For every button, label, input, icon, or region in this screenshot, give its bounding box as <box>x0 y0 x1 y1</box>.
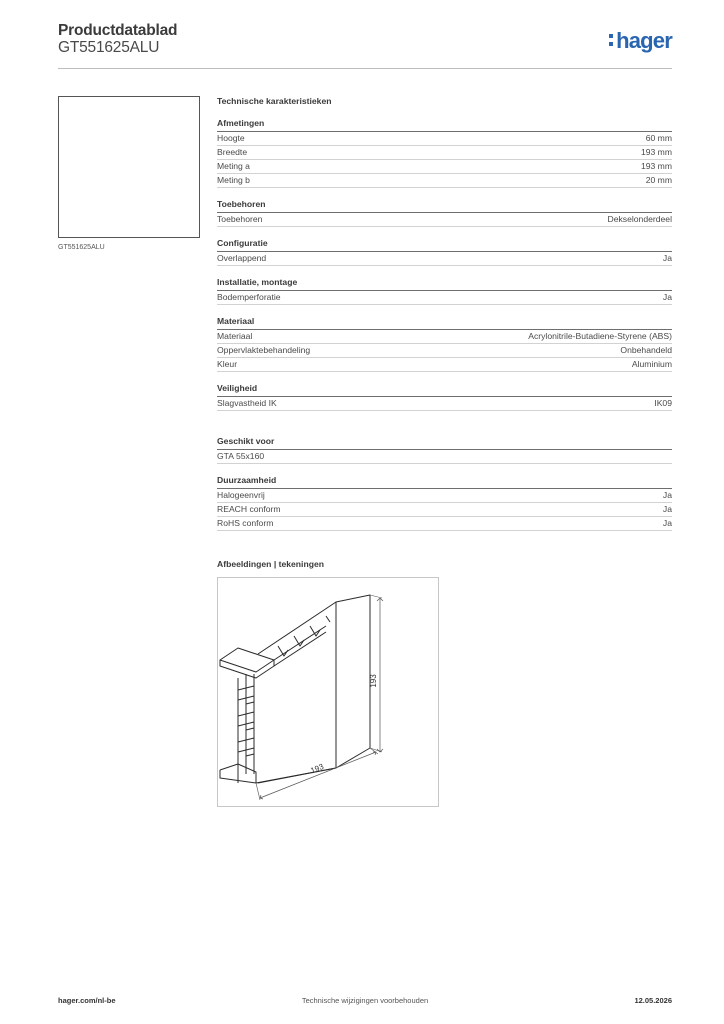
spec-row <box>217 291 672 305</box>
spec-group-title: Afmetingen <box>217 118 672 132</box>
spec-group-duurzaamheid <box>217 475 672 531</box>
spec-label: Breedte <box>217 147 248 157</box>
spec-label: Toebehoren <box>217 214 263 224</box>
footer-disclaimer: Technische wijzigingen voorbehouden <box>301 996 429 1005</box>
spec-row <box>217 330 672 344</box>
spec-label: Kleur <box>217 359 238 369</box>
product-image <box>58 96 200 238</box>
header-divider <box>58 68 672 69</box>
spec-row <box>217 503 672 517</box>
spec-group-title: Materiaal <box>217 316 672 330</box>
specifications-section <box>217 96 672 542</box>
spec-value: 193 mm <box>640 147 672 157</box>
dimension-width-label: 193 <box>309 762 325 776</box>
spec-row <box>217 489 672 503</box>
dimension-height-label: 193 <box>369 674 378 688</box>
spec-label: Meting a <box>217 161 250 171</box>
spec-group-title: Geschikt voor <box>217 436 672 450</box>
spec-value: Ja <box>662 490 672 500</box>
spec-value: Ja <box>662 504 672 514</box>
spec-row <box>217 160 672 174</box>
spec-row <box>217 358 672 372</box>
spec-value: 20 mm <box>645 175 672 185</box>
spec-value: Ja <box>662 292 672 302</box>
spec-label: GTA 55x160 <box>217 451 265 461</box>
spec-group-toebehoren <box>217 199 672 227</box>
spec-value: Ja <box>662 518 672 528</box>
spec-value: IK09 <box>654 398 672 408</box>
spec-group-materiaal <box>217 316 672 372</box>
technical-drawing <box>217 577 439 807</box>
spec-value: Dekselonderdeel <box>607 214 672 224</box>
footer-date: 12.05.2026 <box>634 996 672 1005</box>
spec-group-title: Duurzaamheid <box>217 475 672 489</box>
page-header <box>58 22 672 68</box>
spec-row <box>217 252 672 266</box>
logo-dots-icon <box>609 34 614 50</box>
spec-row <box>217 517 672 531</box>
spec-value: Aluminium <box>631 359 672 369</box>
spec-row <box>217 397 672 411</box>
product-code: GT551625ALU <box>58 39 160 56</box>
logo-text: hager <box>616 28 672 53</box>
spec-row <box>217 450 672 464</box>
spec-value: Acrylonitrile-Butadiene-Styrene (ABS) <box>528 331 672 341</box>
drawings-title: Afbeeldingen | tekeningen <box>217 559 324 569</box>
spec-group-geschikt-voor <box>217 436 672 464</box>
spec-row <box>217 146 672 160</box>
footer-website[interactable]: hager.com/nl-be <box>58 996 116 1005</box>
spec-group-installatie <box>217 277 672 305</box>
spec-label: RoHS conform <box>217 518 274 528</box>
spec-label: Materiaal <box>217 331 253 341</box>
spec-group-veiligheid <box>217 383 672 411</box>
spec-row <box>217 344 672 358</box>
spec-label: Halogeenvrij <box>217 490 265 500</box>
hager-logo <box>609 28 672 54</box>
spec-value: 193 mm <box>640 161 672 171</box>
spec-value: 60 mm <box>645 133 672 143</box>
spec-label: Meting b <box>217 175 250 185</box>
spec-label: Overlappend <box>217 253 267 263</box>
spec-label: Bodemperforatie <box>217 292 281 302</box>
trunking-drawing-icon <box>218 578 438 806</box>
spec-value: Ja <box>662 253 672 263</box>
product-image-caption: GT551625ALU <box>58 244 105 251</box>
spec-row <box>217 174 672 188</box>
spec-group-title: Veiligheid <box>217 383 672 397</box>
specifications-title: Technische karakteristieken <box>217 96 332 106</box>
spec-label: Hoogte <box>217 133 245 143</box>
spec-value: Onbehandeld <box>620 345 672 355</box>
spec-row <box>217 213 672 227</box>
spec-group-afmetingen <box>217 118 672 188</box>
spec-group-title: Configuratie <box>217 238 672 252</box>
spec-label: Oppervlaktebehandeling <box>217 345 311 355</box>
document-title: Productdatablad <box>58 22 178 39</box>
spec-row <box>217 132 672 146</box>
spec-label: Slagvastheid IK <box>217 398 277 408</box>
spec-label: REACH conform <box>217 504 281 514</box>
spec-group-title: Toebehoren <box>217 199 672 213</box>
spec-group-configuratie <box>217 238 672 266</box>
spec-group-title: Installatie, montage <box>217 277 672 291</box>
